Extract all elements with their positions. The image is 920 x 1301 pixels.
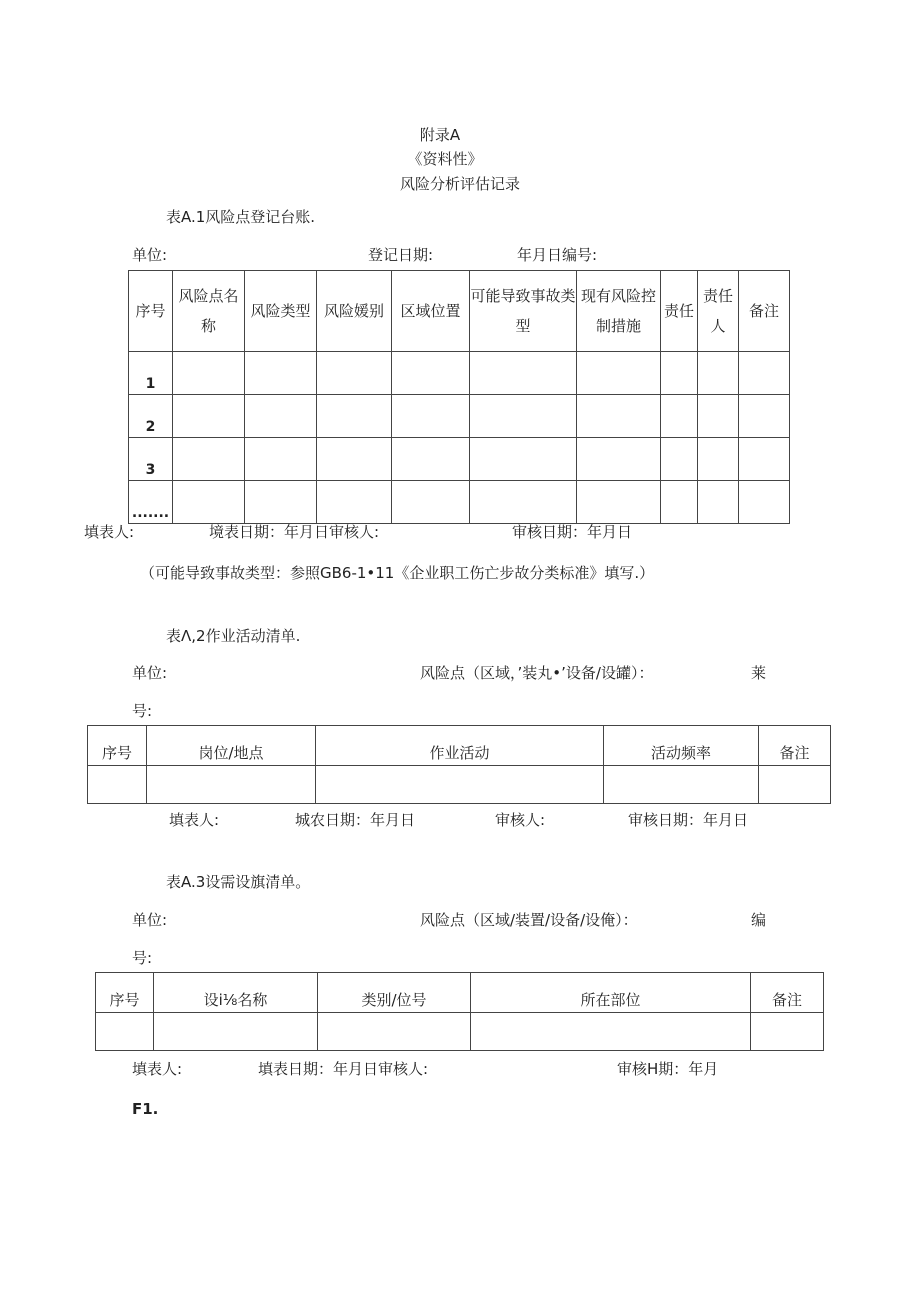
table3-risk-point-label: 风险点（区域/装置/设备/设俺）：: [420, 911, 638, 929]
column-header: 风险类型: [245, 271, 317, 352]
table-row: [129, 438, 790, 481]
column-header: 设i⅛名称: [154, 973, 318, 1013]
table3-fill-date-label: 填表日期：年月日审核人:: [258, 1060, 429, 1078]
table2-number-label-a: 莱: [751, 664, 767, 682]
risk-point-register-table: [128, 270, 790, 524]
column-header: 风险媛别: [317, 271, 392, 352]
table3-caption: 表A.3设需设旗清单。: [166, 873, 311, 891]
column-header: 区域位置: [392, 271, 470, 352]
table1-caption: 表A.1风险点登记台账.: [166, 208, 316, 226]
table2-number-label-b: 号:: [132, 702, 153, 720]
table1-header-row: [129, 271, 790, 352]
table2-fill-date-label: 城农日期：年月日: [295, 811, 416, 829]
row-number: 3: [129, 438, 173, 481]
table3-filler-label: 填表人:: [132, 1060, 183, 1078]
column-header: 序号: [96, 973, 154, 1013]
table1-unit-label: 单位:: [132, 246, 168, 264]
table2-unit-label: 单位:: [132, 664, 168, 682]
table1-reg-date-label: 登记日期:: [368, 246, 434, 264]
column-header: 备注: [739, 271, 790, 352]
table3-unit-label: 单位:: [132, 911, 168, 929]
table2-risk-point-label: 风险点（区域，’装丸•’设备/设罐）：: [420, 664, 654, 682]
table1-note: （可能导致事故类型：参照GB6-1•11《企业职工伤亡步故分类标准》填写.）: [140, 564, 655, 582]
column-header: 岗位/地点: [147, 726, 316, 766]
column-header: 可能导致事故类型: [470, 271, 577, 352]
table2-review-date-label: 审核日期：年月日: [628, 811, 749, 829]
column-header: 序号: [129, 271, 173, 352]
table3-header-row: [96, 973, 824, 1013]
row-number: 2: [129, 395, 173, 438]
table-row: [129, 352, 790, 395]
table2-caption: 表Λ,2作业活动清单.: [166, 627, 301, 645]
column-header: 责任: [661, 271, 698, 352]
table1-fill-date-label: 境表日期：年月日审核人:: [209, 523, 380, 541]
nature-label: 《资料性》: [407, 150, 483, 168]
column-header: 活动频率: [604, 726, 759, 766]
document-title: 风险分析评估记录: [399, 175, 520, 193]
table3-review-date-label: 审核H期：年月: [617, 1060, 719, 1078]
work-activity-table: [87, 725, 831, 804]
table-row: [88, 766, 831, 804]
column-header: 类别/位号: [318, 973, 471, 1013]
table3-number-label-a: 编: [751, 911, 767, 929]
table2-header-row: [88, 726, 831, 766]
column-header: 现有风险控制措施: [577, 271, 661, 352]
table2-filler-label: 填表人:: [169, 811, 220, 829]
table2-reviewer-label: 审核人:: [495, 811, 546, 829]
column-header: 序号: [88, 726, 147, 766]
column-header: 责任人: [698, 271, 739, 352]
column-header: 备注: [751, 973, 824, 1013]
table-row: [129, 481, 790, 524]
appendix-label: 附录A: [419, 126, 461, 144]
table1-ymd-number-label: 年月日编号:: [517, 246, 598, 264]
row-number: 1: [129, 352, 173, 395]
equipment-facility-table: [95, 972, 824, 1051]
column-header: 作业活动: [316, 726, 604, 766]
table-row: [96, 1013, 824, 1051]
table3-number-label-b: 号:: [132, 949, 153, 967]
table1-review-date-label: 审核日期：年月日: [512, 523, 633, 541]
table-row: [129, 395, 790, 438]
row-number: .......: [129, 481, 173, 524]
column-header: 风险点名称: [173, 271, 245, 352]
column-header: 备注: [759, 726, 831, 766]
column-header: 所在部位: [471, 973, 751, 1013]
table1-filler-label: 填表人:: [84, 523, 135, 541]
page-footer-label: F1.: [132, 1100, 159, 1118]
